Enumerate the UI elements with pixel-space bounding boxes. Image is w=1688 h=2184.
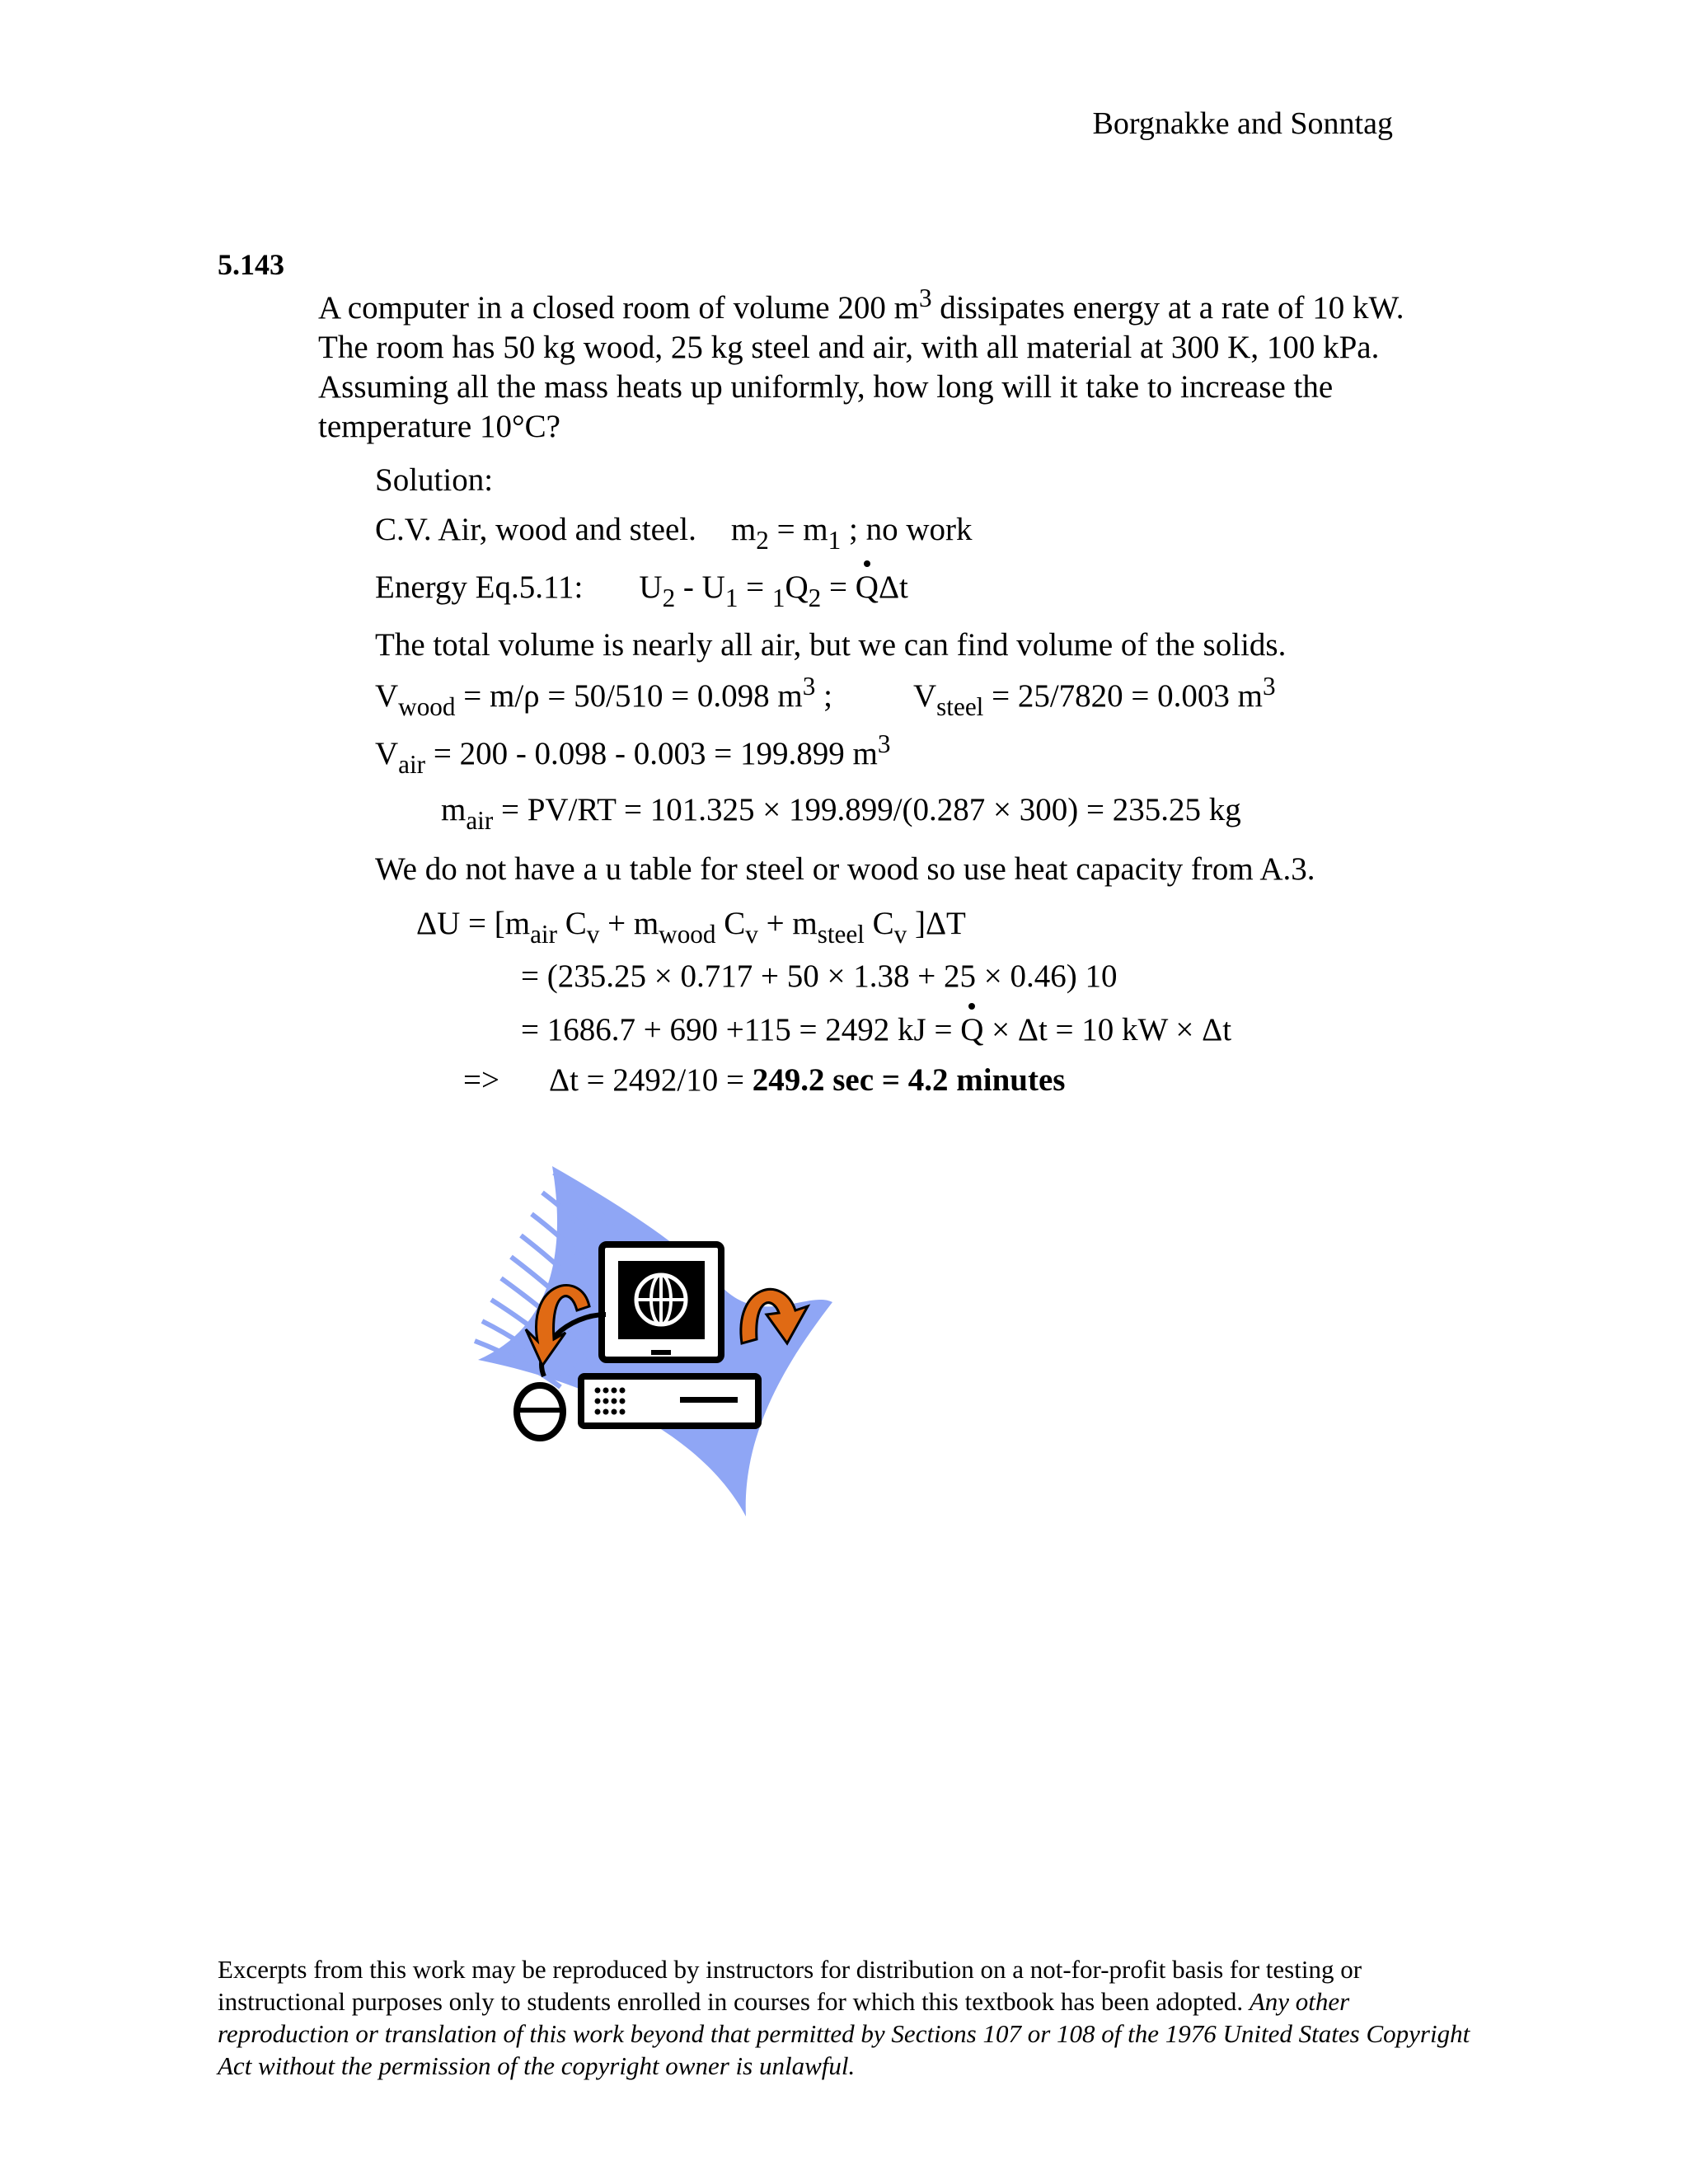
mass-air-line: $m_{air} = PV/RT = 101.325 \times 199.899/(0.287 \times 300) = 235.25$ kg xyxy=(441,792,1241,835)
copyright-notice: Excerpts from this work may be reproduced by instructors for distribution on a not-for-profit basis for testing or instructional purposes only to students enrolled in courses for which this textbook has been adopted. Any other reproduction or translation of this work beyond that permitted by Sections 107 or 108 of the 1976 United States Copyright Act without the permission of the copyright owner is unlawful. xyxy=(218,1955,1470,2080)
q-dot-symbol: Q xyxy=(960,1012,984,1047)
control-volume-line: C.V. Air, wood and steel. $m_2 = m_1$ ; no work xyxy=(375,512,973,555)
energy-equation-line: Energy Eq.5.11: $U_2 - U_1 = _1Q_2 = Q\Delta t$ xyxy=(375,569,908,612)
calculation-line-2: = 1686.7 + 690 +115 = 2492 kJ = Q × Δt = 10 kW × Δt xyxy=(521,1012,1232,1047)
problem-statement: A computer in a closed room of volume 200 $m^3$ dissipates energy at a rate of 10 kW. The room has 50 kg wood, 25 kg steel and air, with all material at 300 K, 100 kPa. Assuming all the mass heats up uniformly, how long will it take to increase the temperature 10°C? xyxy=(318,283,1404,444)
page-header-authors: Borgnakke and Sonntag xyxy=(1092,106,1393,141)
volume-wood-line: $V_{wood} = m/\rho = 50/510 = 0.098$ $m^3$ ; xyxy=(375,671,832,721)
q-dot-symbol: Q xyxy=(855,569,879,605)
volume-air-line: $V_{air} = 200 - 0.098 - 0.003 = 199.899$ $m^3$ xyxy=(375,729,891,779)
computer-heat-clipart-icon xyxy=(445,1150,841,1516)
calculation-line-1: = (235.25 × 0.717 + 50 × 1.38 + 25 × 0.46) 10 xyxy=(521,958,1118,994)
solution-label: Solution: xyxy=(375,462,494,498)
delta-u-line: $\Delta U = [m_{air}$ $C_v + m_{wood}$ $C_v + m_{steel}$ $C_v$ ]ΔT xyxy=(416,906,966,949)
table-note: We do not have a u table for steel or wood so use heat capacity from A.3. xyxy=(375,851,1315,887)
final-answer: 249.2 sec = 4.2 minutes xyxy=(752,1062,1066,1098)
problem-number: 5.143 xyxy=(218,248,284,281)
result-line: => Δt = 2492/10 = 249.2 sec = 4.2 minutes xyxy=(463,1062,1066,1098)
volume-steel-line: $V_{steel} = 25/7820 = 0.003$ $m^3$ xyxy=(913,671,1276,721)
volume-note: The total volume is nearly all air, but we can find volume of the solids. xyxy=(375,627,1287,663)
